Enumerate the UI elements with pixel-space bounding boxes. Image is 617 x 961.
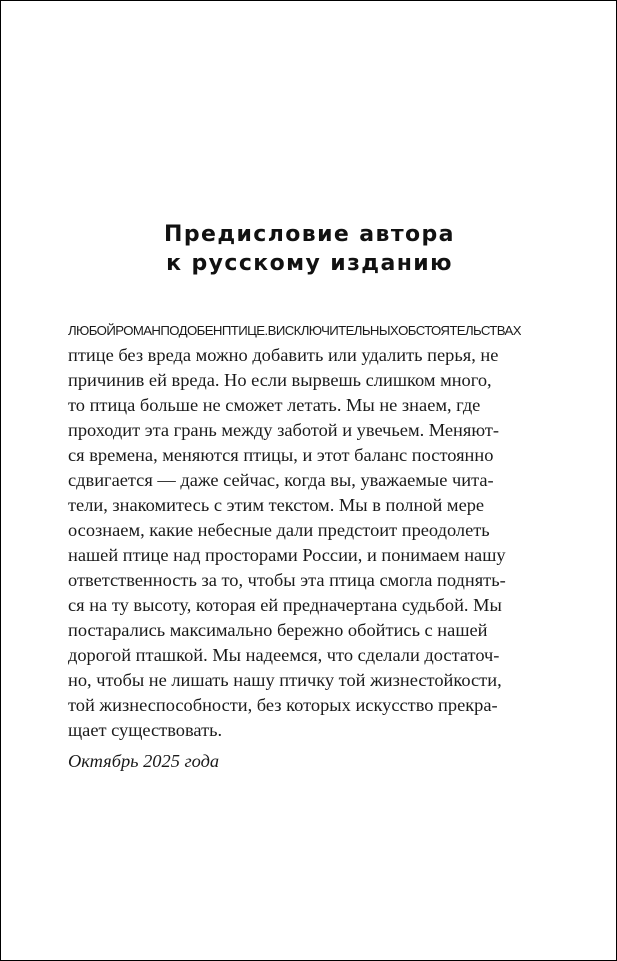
page-title [1, 220, 617, 278]
text-line: то птица больше не сможет летать. Мы не знаем, где [68, 395, 481, 415]
text-line: тели, знакомитесь с этим текстом. Мы в полной мере [68, 495, 485, 515]
text-line: но, чтобы не лишать нашу птичку той жизнестойкости, [68, 670, 502, 690]
text-line: постарались максимально бережно обойтись с нашей [68, 620, 488, 640]
text-line: сдвигается — даже сейчас, когда вы, уважаемые чита- [68, 470, 494, 490]
text-line: проходит эта грань между заботой и увечьем. Меняют- [68, 420, 500, 440]
text-line: щает существовать. [68, 720, 223, 740]
lead-in-caps: ЛЮБОЙ РОМАН ПОДОБЕН ПТИЦЕ. В ИСКЛЮЧИТЕЛЬНЫХ ОБСТОЯТЕЛЬСТВАХ [68, 323, 521, 338]
text-line: ответственность за то, чтобы эта птица смогла поднять- [68, 570, 506, 590]
preface-body [68, 318, 521, 743]
text-line: осознаем, какие небесные дали предстоит преодолеть [68, 520, 490, 540]
text-line: птице без вреда можно добавить или удалить перья, не [68, 345, 499, 365]
text-line: ся на ту высоту, которая ей предначертана судьбой. Мы [68, 595, 502, 615]
text-line: причинив ей вреда. Но если вырвешь слишком много, [68, 370, 492, 390]
text-line: той жизнеспособности, без которых искусство прекра- [68, 695, 498, 715]
text-line: ся времена, меняются птицы, и этот баланс постоянно [68, 445, 494, 465]
title-line-1: Предисловие автора [164, 222, 455, 247]
title-line-2: к русскому изданию [166, 251, 453, 276]
date-signature: Октябрь 2025 года [68, 751, 220, 771]
text-line: нашей птице над просторами России, и понимаем нашу [68, 545, 506, 565]
text-line: дорогой пташкой. Мы надеемся, что сделали достаточ- [68, 645, 500, 665]
